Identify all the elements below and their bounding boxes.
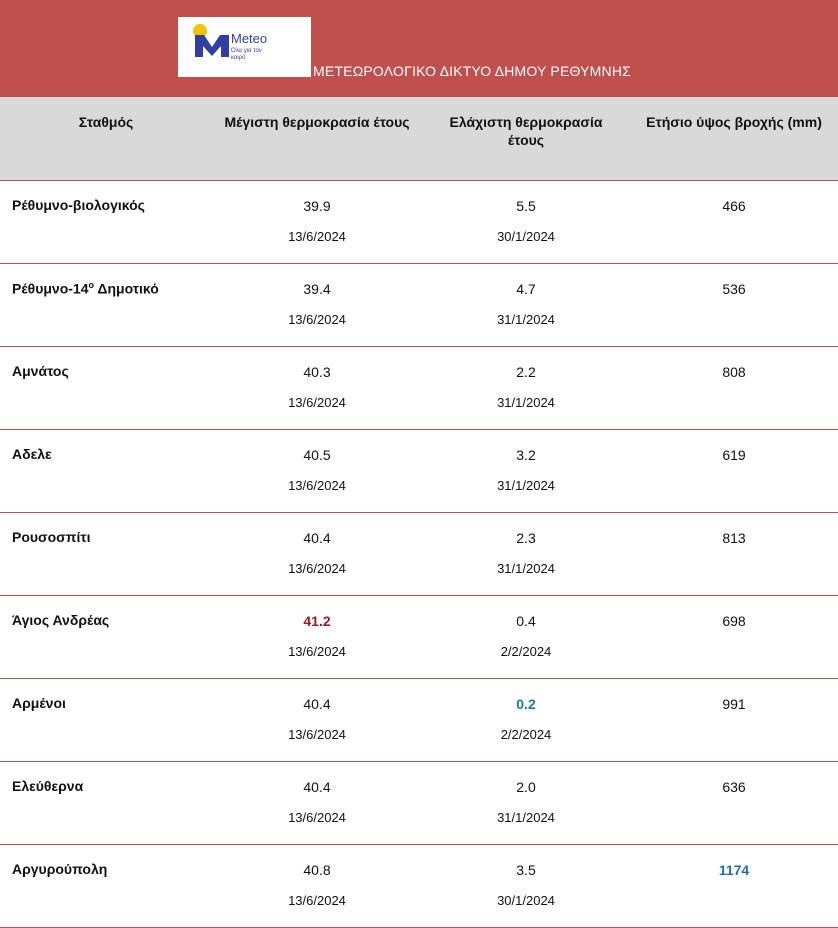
max-temp-cell (212, 430, 422, 513)
station-name: Ρουσοσπίτι (12, 529, 91, 545)
rain-cell (630, 596, 838, 679)
station-name-superscript: ο (88, 280, 95, 290)
min-temp-date: 30/1/2024 (497, 229, 555, 244)
min-temp-value: 3.5 (516, 862, 536, 878)
max-temp-value: 39.9 (303, 198, 331, 214)
meteo-logo (178, 17, 311, 77)
min-temp-cell (422, 679, 630, 762)
min-temp-date: 2/2/2024 (500, 727, 552, 742)
station-cell (0, 181, 212, 264)
table-row (0, 596, 838, 679)
table-row (0, 347, 838, 430)
max-temp-cell (212, 181, 422, 264)
station-cell (0, 762, 212, 845)
min-temp-cell (422, 762, 630, 845)
logo-tagline: Όλα για τον καιρό (231, 48, 262, 61)
max-temp-cell (212, 762, 422, 845)
rain-cell (630, 181, 838, 264)
station-cell (0, 596, 212, 679)
max-temp-cell (212, 513, 422, 596)
station-name: Άγιος Ανδρέας (12, 612, 110, 628)
station-name: Αμνάτος (12, 363, 69, 379)
station-cell (0, 347, 212, 430)
min-temp-date: 30/1/2024 (497, 893, 555, 908)
rain-value: 813 (722, 530, 746, 546)
min-temp-value: 0.2 (516, 696, 536, 712)
min-temp-date: 31/1/2024 (497, 810, 555, 825)
table-row (0, 181, 838, 264)
table-row (0, 430, 838, 513)
max-temp-date: 13/6/2024 (288, 229, 346, 244)
rain-cell (630, 513, 838, 596)
min-temp-value: 5.5 (516, 198, 536, 214)
station-name: Ρέθυμνο-14 (12, 280, 89, 297)
min-temp-cell (422, 513, 630, 596)
min-temp-cell (422, 347, 630, 430)
max-temp-date: 13/6/2024 (288, 644, 346, 659)
logo-wordmark: Meteo (231, 31, 268, 46)
max-temp-date: 13/6/2024 (288, 478, 346, 493)
rain-value: 698 (722, 613, 746, 629)
max-temp-cell (212, 347, 422, 430)
min-temp-date: 31/1/2024 (497, 312, 555, 327)
rain-value: 536 (722, 281, 746, 297)
min-temp-value: 0.4 (516, 613, 536, 629)
max-temp-value: 40.5 (303, 447, 331, 463)
min-temp-date: 31/1/2024 (497, 395, 555, 410)
rain-cell (630, 679, 838, 762)
column-header-min-temp: Ελάχιστη θερμοκρασία έτους (422, 97, 630, 181)
min-temp-value: 3.2 (516, 447, 536, 463)
station-name: Ελεύθερνα (12, 778, 84, 794)
min-temp-value: 2.2 (516, 364, 536, 380)
rain-value: 1174 (718, 862, 750, 878)
min-temp-cell (422, 596, 630, 679)
station-cell (0, 845, 212, 928)
min-temp-date: 2/2/2024 (500, 644, 552, 659)
max-temp-value: 40.4 (303, 696, 331, 712)
station-name-suffix: Δημοτικό (94, 280, 159, 297)
station-name: Αργυρούπολη (12, 861, 108, 877)
rain-cell (630, 264, 838, 347)
station-name: Αδελε (12, 446, 52, 462)
max-temp-date: 13/6/2024 (288, 810, 346, 825)
rain-value: 808 (722, 364, 746, 380)
station-name: Ρέθυμνο-βιολογικός (12, 197, 145, 213)
table-row (0, 845, 838, 928)
rain-value: 636 (722, 779, 746, 795)
max-temp-cell (212, 264, 422, 347)
min-temp-value: 2.3 (516, 530, 536, 546)
max-temp-date: 13/6/2024 (288, 893, 346, 908)
max-temp-value: 40.4 (303, 779, 331, 795)
max-temp-cell (212, 679, 422, 762)
min-temp-date: 31/1/2024 (497, 561, 555, 576)
station-cell (0, 513, 212, 596)
column-header-station: Σταθμός (0, 97, 212, 181)
max-temp-date: 13/6/2024 (288, 561, 346, 576)
min-temp-cell (422, 430, 630, 513)
max-temp-value: 40.8 (303, 862, 331, 878)
max-temp-value: 41.2 (303, 613, 331, 629)
station-name: Αρμένοι (12, 695, 66, 711)
rain-value: 619 (722, 447, 746, 463)
header-banner (0, 0, 838, 97)
rain-value: 466 (722, 198, 746, 214)
max-temp-date: 13/6/2024 (288, 312, 346, 327)
column-header-max-temp: Μέγιστη θερμοκρασία έτους (212, 97, 422, 181)
min-temp-cell (422, 845, 630, 928)
table-row (0, 513, 838, 596)
table-header-row (0, 97, 838, 181)
min-temp-value: 2.0 (516, 779, 536, 795)
max-temp-date: 13/6/2024 (288, 395, 346, 410)
rain-cell (630, 762, 838, 845)
max-temp-value: 40.3 (303, 364, 331, 380)
meteo-logo-icon (192, 23, 232, 61)
max-temp-cell (212, 845, 422, 928)
max-temp-value: 40.4 (303, 530, 331, 546)
rain-value: 991 (722, 696, 746, 712)
station-cell (0, 679, 212, 762)
stations-table (0, 97, 838, 928)
table-row (0, 264, 838, 347)
page-title: ΜΕΤΕΩΡΟΛΟΓΙΚΟ ΔΙΚΤΥΟ ΔΗΜΟΥ ΡΕΘΥΜΝΗΣ (313, 63, 632, 79)
min-temp-date: 31/1/2024 (497, 478, 555, 493)
station-cell (0, 264, 212, 347)
rain-cell (630, 845, 838, 928)
station-cell (0, 430, 212, 513)
min-temp-cell (422, 181, 630, 264)
rain-cell (630, 347, 838, 430)
min-temp-value: 4.7 (516, 281, 536, 297)
column-header-rain: Ετήσιο ύψος βροχής (mm) (630, 97, 838, 181)
min-temp-cell (422, 264, 630, 347)
table-row (0, 762, 838, 845)
max-temp-value: 39.4 (303, 281, 331, 297)
max-temp-cell (212, 596, 422, 679)
rain-cell (630, 430, 838, 513)
max-temp-date: 13/6/2024 (288, 727, 346, 742)
table-row (0, 679, 838, 762)
